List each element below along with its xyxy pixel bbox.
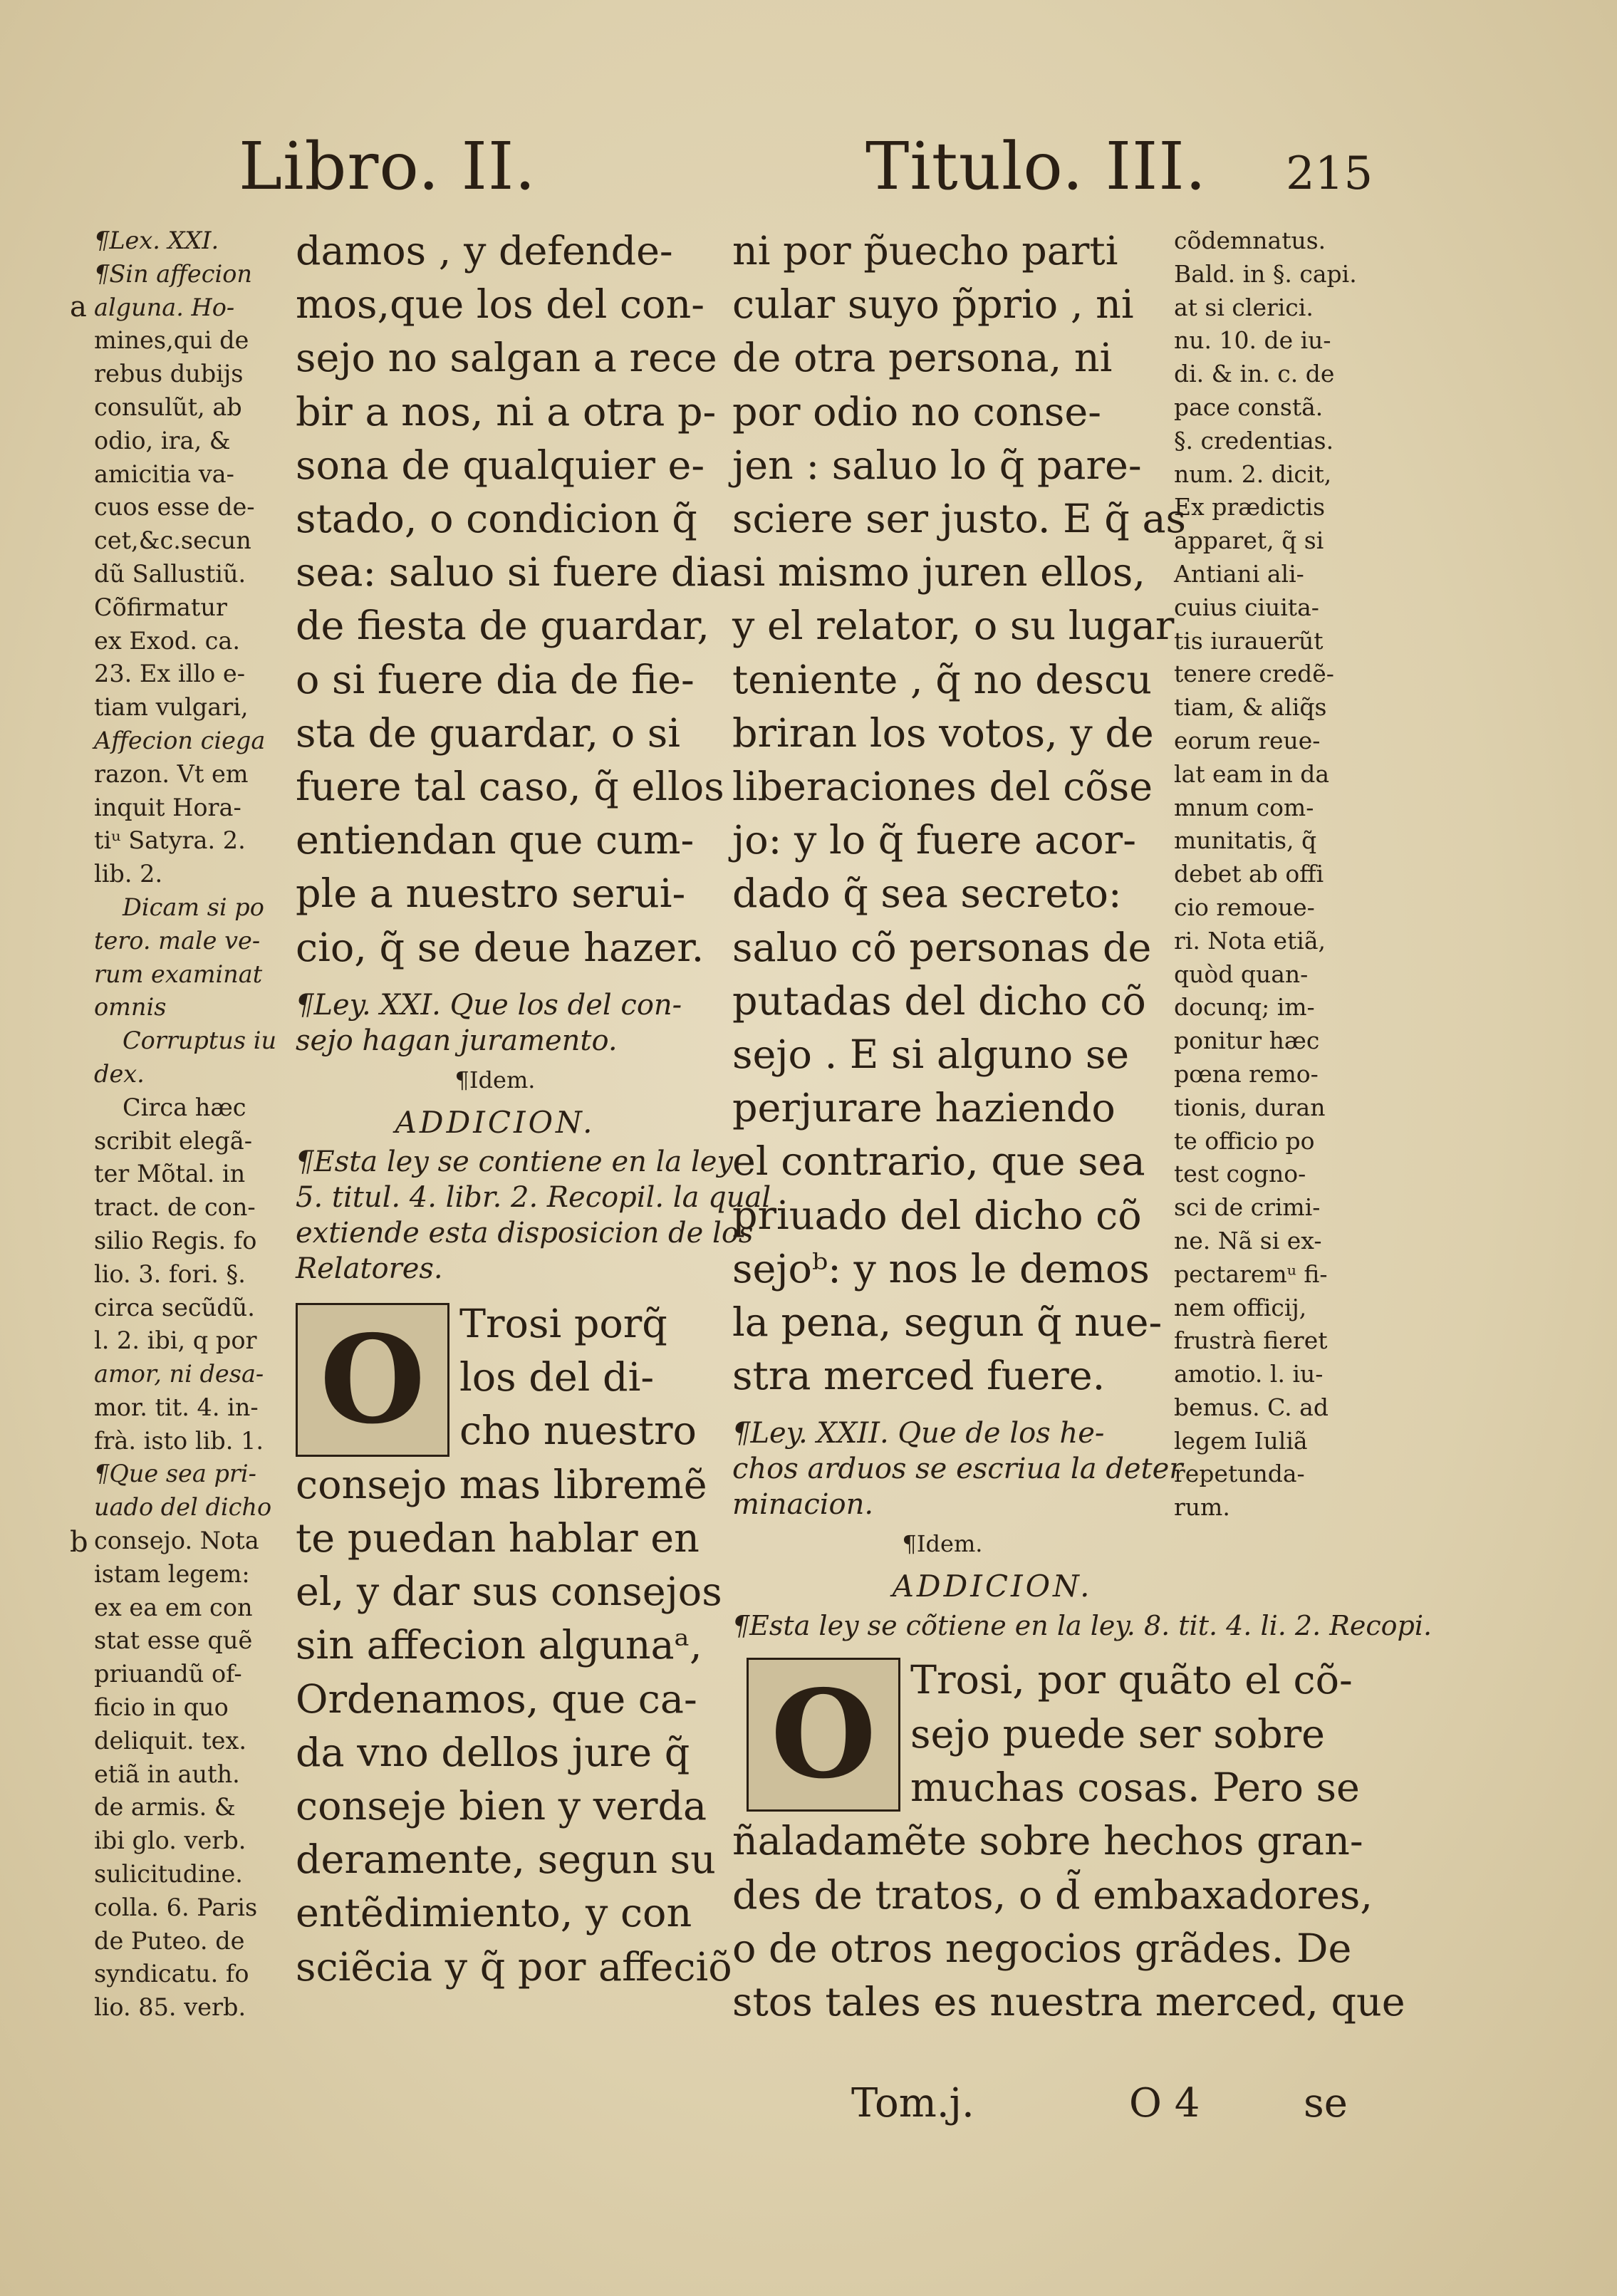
gloss-line: cõdemnatus. xyxy=(1174,227,1326,254)
gloss-line: debet ab offi xyxy=(1174,860,1324,888)
gloss-line: mnum com- xyxy=(1174,793,1314,821)
gloss-line: de armis. & xyxy=(94,1793,236,1822)
text-line: los del di- xyxy=(459,1354,655,1401)
gloss-line: nem officij, xyxy=(1174,1293,1307,1321)
text-line: sciere ser justo. E q̃ as xyxy=(732,496,1187,543)
text-line: ñaladamẽte sobre hechos gran- xyxy=(732,1818,1363,1865)
gloss-line: Dicam si po xyxy=(123,893,264,921)
idem-mark: ¶Idem. xyxy=(454,1066,536,1094)
gloss-line: lat eam in da xyxy=(1174,759,1330,788)
gloss-line: razon. Vt em xyxy=(94,759,249,788)
text-line: sin affecion algunaᵃ, xyxy=(296,1622,702,1669)
left-marginal-gloss xyxy=(94,224,276,2025)
gloss-line: amicitia va- xyxy=(94,459,234,488)
catchword: se xyxy=(1304,2080,1348,2126)
gloss-line: tis iurauerũt xyxy=(1174,626,1324,655)
gloss-line: repetunda- xyxy=(1174,1460,1305,1488)
gloss-line: sulicitudine. xyxy=(94,1860,243,1889)
gloss-line: nu. 10. de iu- xyxy=(1174,326,1331,355)
gloss-line: mines,qui de xyxy=(94,326,249,355)
text-line: o si fuere dia de fie- xyxy=(296,656,695,703)
gloss-line: di. & in. c. de xyxy=(1174,360,1335,388)
gloss-line: ¶Sin affecion xyxy=(94,259,252,288)
ornamental-initial: O xyxy=(296,1303,449,1457)
text-line: dado q̃ sea secreto: xyxy=(732,871,1122,918)
gloss-line: §. credentias. xyxy=(1174,426,1334,454)
gloss-line: de Puteo. de xyxy=(94,1926,245,1955)
gloss-line: lio. 85. verb. xyxy=(94,1993,246,2022)
text-line: jo: y lo q̃ fuere acor- xyxy=(732,817,1136,864)
gloss-line: 23. Ex illo e- xyxy=(94,660,246,688)
gloss-line: lio. 3. fori. §. xyxy=(94,1259,246,1288)
gloss-line: eorum reue- xyxy=(1174,726,1321,754)
gloss-line: ex ea em con xyxy=(94,1593,253,1621)
text-line: sejo puede ser sobre xyxy=(910,1710,1326,1757)
text-line: consejo mas libremẽ xyxy=(296,1461,707,1508)
text-line: priuado del dicho cõ xyxy=(732,1192,1142,1239)
gloss-line: te officio po xyxy=(1174,1126,1315,1155)
text-line: stos tales es nuestra merced, que xyxy=(732,1979,1405,2026)
text-line: perjurare haziendo xyxy=(732,1085,1116,1132)
gloss-line: tiam, & aliq̃s xyxy=(1174,693,1327,722)
gloss-line: test cogno- xyxy=(1174,1160,1306,1188)
addicion-heading: ADDICION. xyxy=(395,1104,596,1140)
addicion-heading: ADDICION. xyxy=(892,1569,1093,1604)
signature-mark: O 4 xyxy=(1129,2080,1200,2126)
text-line: Trosi porq̃ xyxy=(459,1300,667,1347)
text-line: sta de guardar, o si xyxy=(296,710,681,757)
ley-heading: ¶Ley. XXI. Que los del con- sejo hagan juramento. xyxy=(296,988,682,1057)
gloss-line: bemus. C. ad xyxy=(1174,1393,1329,1421)
gloss-line: ibi glo. verb. xyxy=(94,1827,246,1855)
text-line: des de tratos, o d̃ embaxadores, xyxy=(732,1871,1373,1918)
text-line: sejoᵇ: y nos le demos xyxy=(732,1245,1150,1292)
gloss-line: alguna. Ho- xyxy=(94,293,235,321)
gloss-line: etiã in auth. xyxy=(94,1760,240,1788)
margin-key-b: b xyxy=(70,1526,88,1559)
gloss-line: quòd quan- xyxy=(1174,960,1309,988)
gloss-line: omnis xyxy=(94,993,167,1022)
gloss-line: ter Mõtal. in xyxy=(94,1160,246,1188)
gloss-line: ne. Nã si ex- xyxy=(1174,1226,1322,1255)
gloss-line: cuos esse de- xyxy=(94,493,255,521)
text-line: da vno dellos jure q̃ xyxy=(296,1729,690,1776)
running-head-title: Titulo. III. xyxy=(865,128,1207,204)
text-line: si mismo juren ellos, xyxy=(732,549,1146,596)
gloss-line: Affecion ciega xyxy=(94,726,266,754)
gloss-line: munitatis, q̃ xyxy=(1174,826,1317,855)
text-line: por odio no conse- xyxy=(732,388,1101,435)
gloss-line: syndicatu. fo xyxy=(94,1960,249,1988)
gloss-line: uado del dicho xyxy=(94,1493,272,1522)
text-line: sona de qualquier e- xyxy=(296,442,705,489)
text-line: muchas cosas. Pero se xyxy=(910,1764,1360,1811)
text-line: el contrario, que sea xyxy=(732,1138,1145,1185)
text-line: entiendan que cum- xyxy=(296,817,695,864)
text-line: la pena, segun q̃ nue- xyxy=(732,1299,1163,1346)
gloss-line: Bald. in §. capi. xyxy=(1174,259,1357,288)
text-line: cular suyo p̃prio , ni xyxy=(732,281,1134,328)
text-line: putadas del dicho cõ xyxy=(732,977,1146,1024)
gloss-line: odio, ira, & xyxy=(94,426,231,454)
gloss-line: frà. isto lib. 1. xyxy=(94,1426,264,1455)
gloss-line: ponitur hæc xyxy=(1174,1027,1320,1055)
gloss-line: inquit Hora- xyxy=(94,793,241,821)
gloss-line: tiᵘ Satyra. 2. xyxy=(94,826,246,855)
text-line: fuere tal caso, q̃ ellos xyxy=(296,764,724,811)
gloss-line: silio Regis. fo xyxy=(94,1226,257,1255)
gloss-line: colla. 6. Paris xyxy=(94,1893,258,1921)
text-line: teniente , q̃ no descu xyxy=(732,656,1152,703)
text-line: de otra persona, ni xyxy=(732,335,1113,382)
addicion-note: ¶Esta ley se cõtiene en la ley. 8. tit. 4. li. 2. Recopi. xyxy=(732,1610,1433,1642)
text-line: cho nuestro xyxy=(459,1408,697,1455)
gloss-line: frustrà fieret xyxy=(1174,1326,1328,1355)
gloss-line: amor, ni desa- xyxy=(94,1360,264,1388)
addicion-note: ¶Esta ley se contiene en la ley 5. titul. 4. libr. 2. Recopil. la qual extiende esta disposicion de los Relatores. xyxy=(296,1145,771,1285)
gloss-line: Ex prædictis xyxy=(1174,493,1326,521)
margin-key-a: a xyxy=(70,291,87,323)
gloss-line: rebus dubijs xyxy=(94,360,244,388)
gloss-line: amotio. l. iu- xyxy=(1174,1360,1324,1388)
text-line: Trosi, por quãto el cõ- xyxy=(910,1657,1353,1704)
idem-mark: ¶Idem. xyxy=(902,1530,983,1558)
text-line: mos,que los del con- xyxy=(296,281,704,328)
gloss-line: Cõfirmatur xyxy=(94,593,227,621)
text-line: de fiesta de guardar, xyxy=(296,603,709,650)
gloss-line: at si clerici. xyxy=(1174,293,1314,321)
text-line: liberaciones del cõse xyxy=(732,764,1153,811)
signature-tom: Tom.j. xyxy=(851,2080,974,2126)
gloss-line: Corruptus iu xyxy=(123,1027,277,1055)
gloss-line: scribit elegã- xyxy=(94,1126,253,1155)
running-head-book: Libro. II. xyxy=(239,128,536,204)
text-line: ni por p̃uecho parti xyxy=(732,228,1118,274)
text-line: deramente, segun su xyxy=(296,1837,716,1884)
gloss-line: tionis, duran xyxy=(1174,1093,1326,1121)
gloss-line: sci de crimi- xyxy=(1174,1193,1321,1222)
dropcap-paragraph xyxy=(732,1653,1360,1814)
gloss-line: mor. tit. 4. in- xyxy=(94,1393,259,1421)
ley-heading: ¶Ley. XXII. Que de los he- chos arduos se escriua la deter minacion. xyxy=(732,1417,1183,1522)
gloss-line: circa secũdũ. xyxy=(94,1293,255,1321)
gloss-line: cuius ciuita- xyxy=(1174,593,1319,621)
text-line: cio, q̃ se deue hazer. xyxy=(296,924,704,971)
gloss-line: ¶Que sea pri- xyxy=(94,1460,256,1488)
text-line: conseje bien y verda xyxy=(296,1783,707,1830)
gloss-line: rum examinat xyxy=(94,960,263,988)
gloss-line: tiam vulgari, xyxy=(94,693,249,722)
gloss-line: ¶Lex. XXI. xyxy=(94,227,219,254)
dropcap-paragraph xyxy=(296,1297,695,1458)
text-line: briran los votos, y de xyxy=(732,710,1154,757)
gloss-line: pœna remo- xyxy=(1174,1059,1319,1088)
gloss-line: cio remoue- xyxy=(1174,893,1315,921)
text-column-1 xyxy=(296,224,771,1994)
text-line: y el relator, o su lugar xyxy=(732,603,1175,650)
text-line: o de otros negocios grãdes. De xyxy=(732,1925,1352,1972)
gloss-line: Circa hæc xyxy=(123,1093,246,1121)
gloss-line: deliquit. tex. xyxy=(94,1726,247,1755)
text-line: stado, o condicion q̃ xyxy=(296,496,697,543)
text-line: te puedan hablar en xyxy=(296,1515,700,1562)
text-line: sejo no salgan a rece xyxy=(296,335,717,382)
gloss-line: dũ Sallustiũ. xyxy=(94,559,246,588)
text-line: entẽdimiento, y con xyxy=(296,1890,692,1937)
text-line: sciẽcia y q̃ por affeciõ xyxy=(296,1943,732,1990)
gloss-line: pace constã. xyxy=(1174,393,1324,421)
folio-number: 215 xyxy=(1286,147,1373,200)
gloss-line: num. 2. dicit, xyxy=(1174,459,1332,488)
gloss-line: ficio in quo xyxy=(94,1693,229,1722)
text-line: bir a nos, ni a otra p- xyxy=(296,388,717,435)
gloss-line: tenere credẽ- xyxy=(1174,660,1334,688)
gloss-line: Antiani ali- xyxy=(1174,559,1304,588)
gloss-line: istam legem: xyxy=(94,1559,250,1588)
gloss-line: ex Exod. ca. xyxy=(94,626,241,655)
text-line: el, y dar sus consejos xyxy=(296,1569,722,1616)
gloss-line: cet,&c.secun xyxy=(94,526,251,555)
text-line: Ordenamos, que ca- xyxy=(296,1676,697,1723)
gloss-line: ri. Nota etiã, xyxy=(1174,926,1326,955)
text-line: sea: saluo si fuere dia xyxy=(296,549,733,596)
gloss-line: tero. male ve- xyxy=(94,926,261,955)
gloss-line: consulũt, ab xyxy=(94,393,242,421)
gloss-line: apparet, q̃ si xyxy=(1174,526,1324,555)
text-line: sejo . E si alguno se xyxy=(732,1032,1130,1079)
gloss-line: lib. 2. xyxy=(94,860,163,888)
gloss-line: consejo. Nota xyxy=(94,1527,259,1555)
gloss-line: pectaremᵘ fi- xyxy=(1174,1259,1328,1288)
gloss-line: dex. xyxy=(94,1059,145,1088)
gloss-line: rum. xyxy=(1174,1493,1230,1522)
text-line: jen : saluo lo q̃ pare- xyxy=(732,442,1142,489)
gloss-line: priuandũ of- xyxy=(94,1660,242,1688)
gloss-line: docunq; im- xyxy=(1174,993,1315,1022)
gloss-line: tract. de con- xyxy=(94,1193,256,1222)
gloss-line: legem Iuliã xyxy=(1174,1426,1308,1455)
text-line: saluo cõ personas de xyxy=(732,924,1152,971)
text-line: ple a nuestro serui- xyxy=(296,871,686,918)
right-marginal-gloss xyxy=(1174,224,1357,1524)
text-line: stra merced fuere. xyxy=(732,1353,1106,1400)
ornamental-initial: O xyxy=(747,1658,900,1812)
gloss-line: l. 2. ibi, q por xyxy=(94,1326,257,1355)
gloss-line: stat esse quẽ xyxy=(94,1626,253,1655)
text-line: damos , y defende- xyxy=(296,228,673,274)
